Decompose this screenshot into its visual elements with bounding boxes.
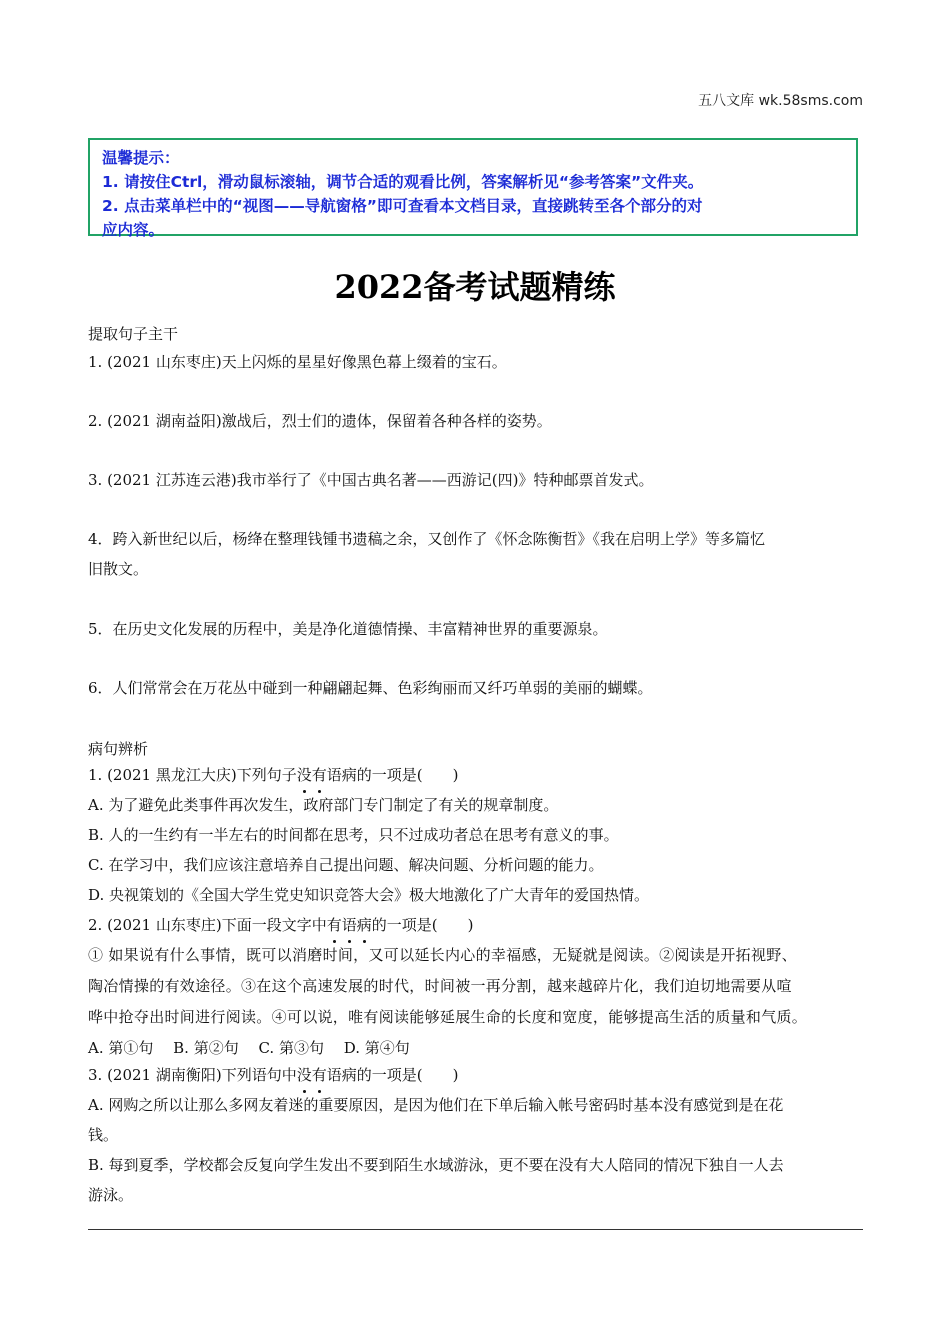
list-item <box>88 673 863 703</box>
question-2 <box>88 910 863 1063</box>
item-text: )我市举行了《中国古典名著——西游记(四)》特种邮票首发式。 <box>230 471 654 489</box>
option-b: B. 每到夏季，学校都会反复向学生发出不要到陌生水域游泳，更不要在没有大人陪同的情况下独自一人去 <box>88 1156 784 1174</box>
item-number: 6． <box>88 679 113 697</box>
question-source: 黑龙江大庆 <box>155 766 231 784</box>
emphasis-char: 有 <box>312 760 327 790</box>
item-text: 在历史文化发展的历程中，美是净化道德情操、丰富精神世界的重要源泉。 <box>112 620 608 638</box>
question-source: 湖南衡阳 <box>155 1066 216 1084</box>
question-source: 山东枣庄 <box>155 916 216 934</box>
item-number: 4． <box>88 530 113 548</box>
item-text: 人们常常会在万花丛中碰到一种翩翩起舞、色彩绚丽而又纤巧单弱的美丽的蝴蝶。 <box>112 679 653 697</box>
tip-title: 温馨提示： <box>102 149 180 167</box>
item-number: 2. (2021 <box>88 412 156 430</box>
question-text: )下列语句中 <box>215 1066 297 1084</box>
passage-line: ① 如果说有什么事情，既可以消磨时间，又可以延长内心的幸福感，无疑就是阅读。②阅读是开拓视野、 <box>88 946 797 964</box>
option-c: C. 在学习中，我们应该注意培养自己提出问题、解决问题、分析问题的能力。 <box>88 856 604 874</box>
tip-line-2b: 应内容。 <box>102 221 165 239</box>
option-a: A. 为了避免此类事件再次发生，政府部门专门制定了有关的规章制度。 <box>88 796 559 814</box>
question-number: 3. (2021 <box>88 1066 156 1084</box>
item-number: 1. (2021 <box>88 353 156 371</box>
item-number: 5． <box>88 620 113 638</box>
question-text: )下面一段文字中 <box>215 916 327 934</box>
options-row: A. 第①句 B. 第②句 C. 第③句 D. 第④句 <box>88 1039 410 1057</box>
passage-line: 哗中抢夺出时间进行阅读。④可以说，唯有阅读能够延展生命的长度和宽度，能够提高生活的质量和气质。 <box>88 1008 808 1026</box>
question-text: 的一项是( ) <box>371 916 474 934</box>
emphasis-char: 没 <box>297 760 312 790</box>
emphasis-char: 有 <box>327 910 342 940</box>
item-text: 跨入新世纪以后，杨绛在整理钱锺书遗稿之余，又创作了《怀念陈衡哲》《我在启明上学》等多篇忆 <box>112 530 766 548</box>
item-text: )激战后，烈士们的遗体，保留着各种各样的姿势。 <box>215 412 552 430</box>
tip-line-1: 1. 请按住Ctrl，滑动鼠标滚轴，调节合适的观看比例，答案解析见“参考答案”文件夹。 <box>102 173 704 191</box>
list-item <box>88 524 863 584</box>
emphasis-char: 有 <box>312 1060 327 1090</box>
question-1 <box>88 760 863 910</box>
section-heading-errors: 病句辨析 <box>88 740 149 758</box>
emphasis-char: 语 <box>342 910 357 940</box>
item-source: 江苏连云港 <box>155 471 231 489</box>
list-item <box>88 406 863 436</box>
question-number: 2. (2021 <box>88 916 156 934</box>
emphasis-char: 没 <box>297 1060 312 1090</box>
passage-line: 陶冶情操的有效途径。③在这个高速发展的时代，时间被一再分割，越来越碎片化，我们迫切地需要从喧 <box>88 977 792 995</box>
item-number: 3. (2021 <box>88 471 156 489</box>
question-text: 语病的一项是( ) <box>326 766 459 784</box>
list-item <box>88 614 863 644</box>
item-text-continued: 旧散文。 <box>88 560 149 578</box>
list-item <box>88 465 863 495</box>
question-number: 1. (2021 <box>88 766 156 784</box>
site-header: 五八文库 wk.58sms.com <box>698 93 863 109</box>
tip-box <box>88 138 858 239</box>
option-a-continued: 钱。 <box>88 1126 119 1144</box>
item-source: 湖南益阳 <box>155 412 216 430</box>
option-d: D. 央视策划的《全国大学生党史知识竞答大会》极大地激化了广大青年的爱国热情。 <box>88 886 650 904</box>
question-3 <box>88 1060 863 1210</box>
footer-divider <box>88 1229 863 1230</box>
item-text: )天上闪烁的星星好像黑色幕上缀着的宝石。 <box>215 353 507 371</box>
question-text: )下列句子 <box>230 766 297 784</box>
option-a: A. 网购之所以让那么多网友着迷的重要原因，是因为他们在下单后输入帐号密码时基本没有感觉到是在花 <box>88 1096 784 1114</box>
page-title: 2022备考试题精练 <box>334 268 616 306</box>
item-source: 山东枣庄 <box>155 353 216 371</box>
emphasis-char: 病 <box>357 910 372 940</box>
list-item <box>88 347 863 377</box>
option-b: B. 人的一生约有一半左右的时间都在思考，只不过成功者总在思考有意义的事。 <box>88 826 619 844</box>
question-text: 语病的一项是( ) <box>326 1066 459 1084</box>
tip-line-2a: 2. 点击菜单栏中的“视图——导航窗格”即可查看本文档目录，直接跳转至各个部分的对 <box>102 197 703 215</box>
option-b-continued: 游泳。 <box>88 1186 134 1204</box>
section-heading-trunk: 提取句子主干 <box>88 325 179 343</box>
